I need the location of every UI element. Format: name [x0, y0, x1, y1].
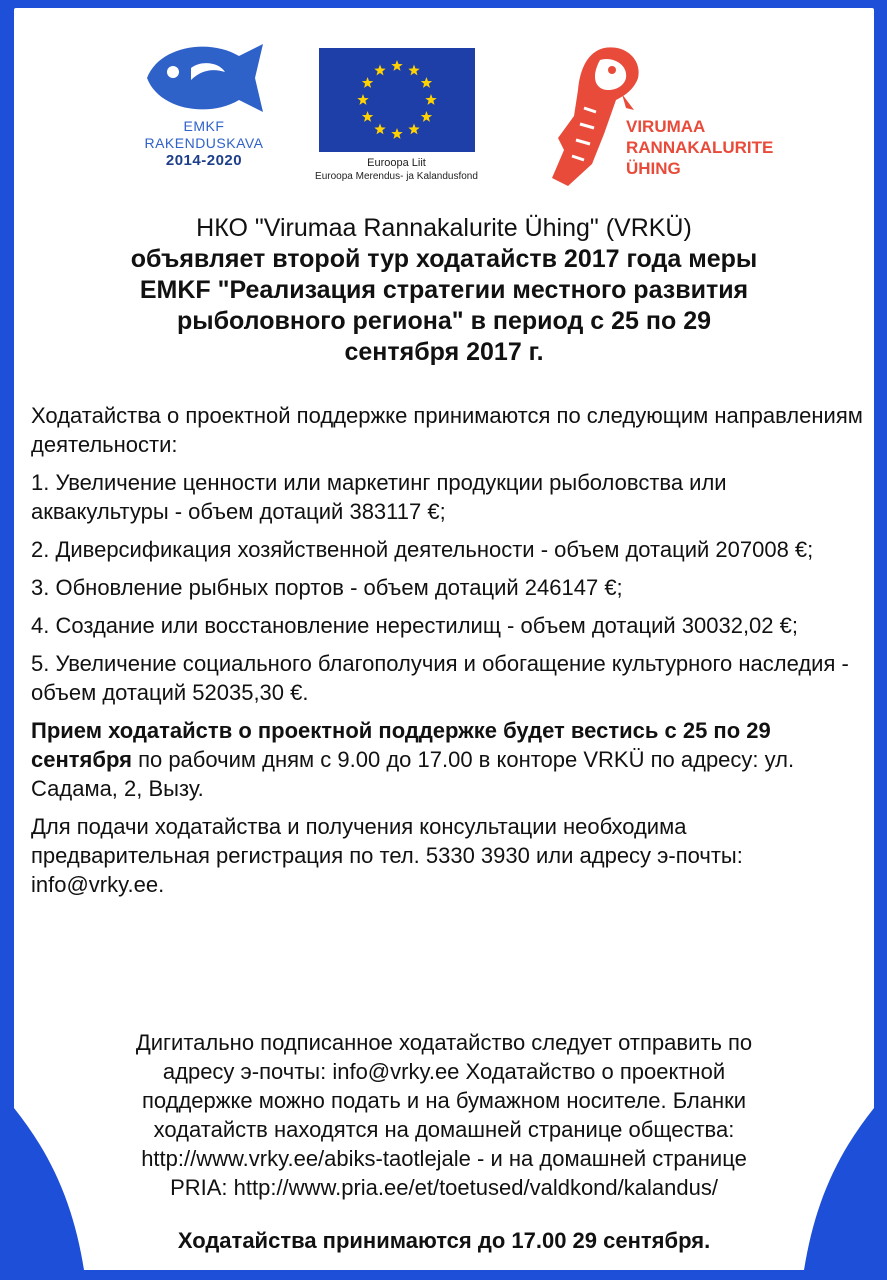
- title-line-1: объявляет второй тур ходатайств 2017 года меры: [130, 245, 758, 273]
- emkf-years: 2014-2020: [165, 152, 243, 169]
- digital-line-6: PRIA: http://www.pria.ee/et/toetused/valdkond/kalandus/: [170, 1175, 718, 1200]
- eu-fund-label: Euroopa Merendus- ja Kalandusfond: [315, 171, 478, 182]
- list-item: 5. Увеличение социального благополучия и обогащение культурного наследия - объем дотаций 52035,30 €.: [31, 651, 849, 705]
- poster-content: [14, 8, 874, 1270]
- eu-logo: [314, 48, 479, 188]
- deadline-notice: Ходатайства принимаются до 17.00 29 сентября.: [177, 1228, 711, 1253]
- intro-paragraph: Ходатайства о проектной поддержке принимаются по следующим направлениям деятельности:: [31, 403, 863, 457]
- reception-bold: Прием ходатайств о проектной поддержке будет вестись с 25 по 29 сентября: [31, 718, 771, 772]
- title-line-2: EMKF "Реализация стратегии местного развития: [139, 276, 749, 304]
- vrky-name-line2: RANNAKALURITE: [626, 138, 774, 157]
- announcement-title: [14, 213, 874, 368]
- vrky-name: [626, 116, 773, 179]
- registration-paragraph: Для подачи ходатайства и получения консультации необходима предварительная регистрация по тел. 5330 3930 или адресу э-почты: info@vrky.ee.: [31, 814, 743, 897]
- vrky-name-line1: VIRUMAA: [626, 117, 706, 136]
- org-name: НКО "Virumaa Rannakalurite Ühing" (VRKÜ): [196, 214, 692, 242]
- list-item: 1. Увеличение ценности или маркетинг продукции рыболовства или аквакультуры - объем дотаций 383117 €;: [31, 470, 727, 524]
- emkf-label: EMKF: [183, 118, 225, 134]
- vrky-logo: [534, 38, 864, 188]
- digital-line-2: адресу э-почты: info@vrky.ee Ходатайство о проектной: [162, 1059, 726, 1084]
- digital-submission-paragraph: [14, 1028, 874, 1202]
- digital-line-5: http://www.vrky.ee/abiks-taotlejale - и на домашней странице: [141, 1146, 747, 1171]
- list-item: 4. Создание или восстановление нерестилищ - объем дотаций 30032,02 €;: [31, 613, 798, 638]
- announcement-body: [31, 401, 866, 908]
- eu-label: Euroopa Liit: [367, 157, 426, 169]
- list-item: 2. Диверсификация хозяйственной деятельности - объем дотаций 207008 €;: [31, 537, 814, 562]
- list-item: 3. Обновление рыбных портов - объем дотаций 246147 €;: [31, 575, 623, 600]
- logo-row: [14, 38, 874, 188]
- fish-icon: [139, 38, 269, 118]
- reception-paragraph: [31, 716, 866, 803]
- eu-flag-icon: [319, 48, 475, 152]
- title-line-4: сентября 2017 г.: [344, 338, 544, 366]
- emkf-logo: [109, 38, 299, 188]
- reception-rest: по рабочим дням с 9.00 до 17.00 в конторе VRKÜ по адресу: ул. Садама, 2, Вызу.: [31, 747, 795, 801]
- digital-line-1: Дигитально подписанное ходатайство следует отправить по: [135, 1030, 753, 1055]
- digital-line-4: ходатайств находятся на домашней странице общества:: [153, 1117, 735, 1142]
- digital-line-3: поддержке можно подать и на бумажном носителе. Бланки: [141, 1088, 747, 1113]
- vrky-name-line3: ÜHING: [626, 159, 681, 178]
- emkf-subtitle: RAKENDUSKAVA: [144, 135, 264, 151]
- title-line-3: рыболовного региона" в период с 25 по 29: [176, 307, 712, 335]
